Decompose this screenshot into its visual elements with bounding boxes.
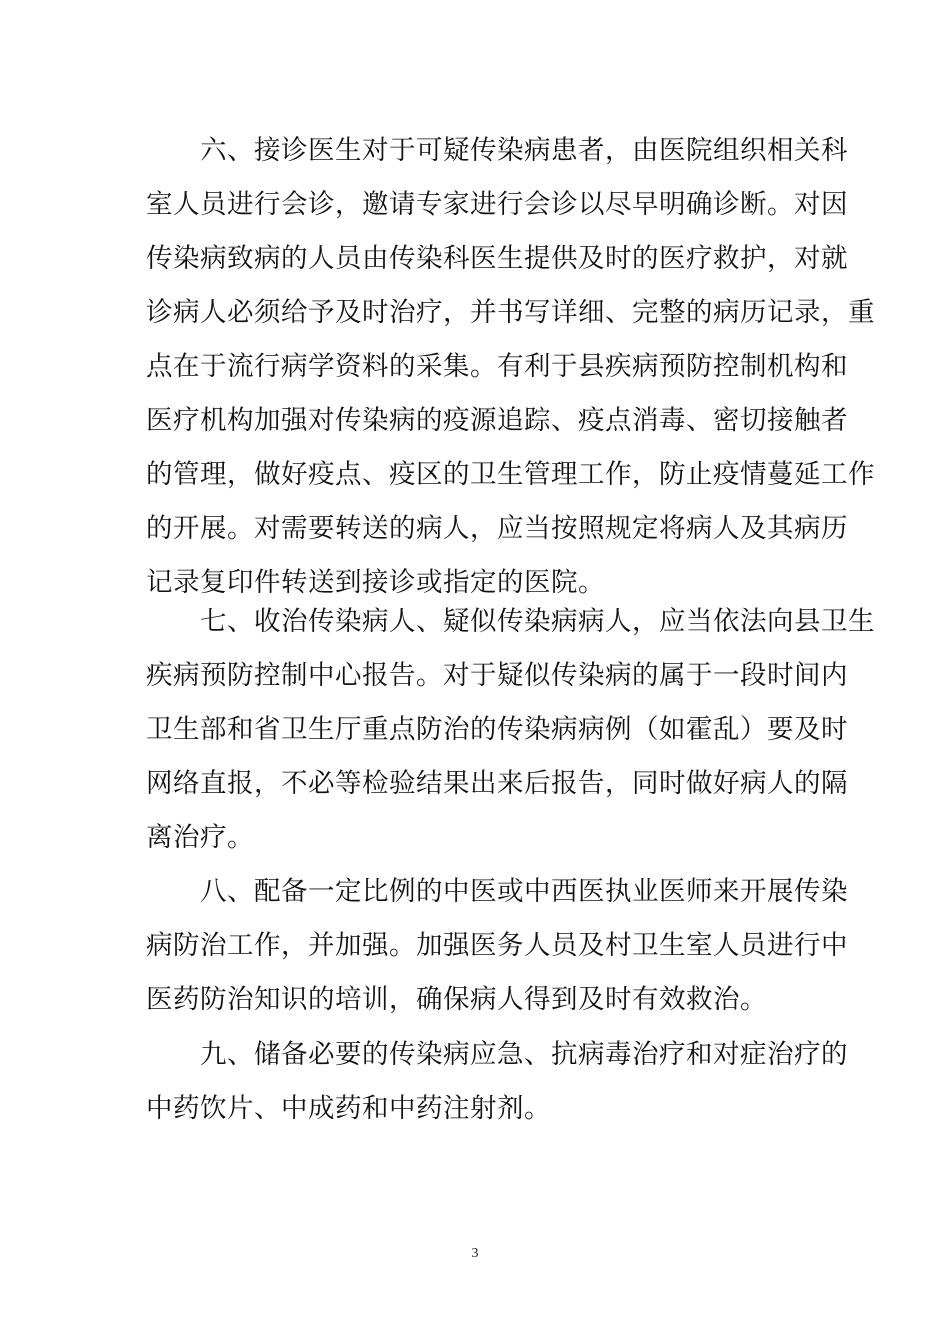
paragraph-line: 室人员进行会诊，邀请专家进行会诊以尽早明确诊断。对因 [146, 189, 848, 220]
paragraph-line: 医药防治知识的培训，确保病人得到及时有效救治。 [146, 984, 767, 1015]
paragraph-line: 病防治工作，并加强。加强医务人员及村卫生室人员进行中 [146, 930, 848, 961]
paragraph-6 [146, 124, 875, 610]
paragraph-line: 八、配备一定比例的中医或中西医执业医师来开展传染 [200, 876, 848, 907]
paragraph-line: 记录复印件转送到接诊或指定的医院。 [146, 567, 605, 598]
paragraph-line: 卫生部和省卫生厅重点防治的传染病病例（如霍乱）要及时 [146, 714, 848, 745]
paragraph-7 [146, 595, 875, 865]
paragraph-line: 中药饮片、中成药和中药注射剂。 [146, 1093, 551, 1124]
paragraph-line: 传染病致病的人员由传染科医生提供及时的医疗救护，对就 [146, 243, 848, 274]
paragraph-line: 诊病人必须给予及时治疗，并书写详细、完整的病历记录，重 [146, 297, 875, 328]
paragraph-line: 网络直报，不必等检验结果出来后报告，同时做好病人的隔 [146, 768, 848, 799]
paragraph-line: 医疗机构加强对传染病的疫源追踪、疫点消毒、密切接触者 [146, 405, 848, 436]
paragraph-line: 七、收治传染病人、疑似传染病病人，应当依法向县卫生 [200, 606, 875, 637]
paragraph-8 [146, 865, 848, 1027]
paragraph-line: 点在于流行病学资料的采集。有利于县疾病预防控制机构和 [146, 351, 848, 382]
paragraph-line: 六、接诊医生对于可疑传染病患者，由医院组织相关科 [200, 135, 848, 166]
paragraph-line: 的管理，做好疫点、疫区的卫生管理工作，防止疫情蔓延工作 [146, 459, 875, 490]
page-number: 3 [471, 1246, 479, 1261]
paragraph-9 [146, 1028, 848, 1136]
paragraph-line: 九、储备必要的传染病应急、抗病毒治疗和对症治疗的 [200, 1039, 848, 1070]
paragraph-line: 离治疗。 [146, 822, 254, 853]
paragraph-line: 疾病预防控制中心报告。对于疑似传染病的属于一段时间内 [146, 660, 848, 691]
paragraph-line: 的开展。对需要转送的病人，应当按照规定将病人及其病历 [146, 513, 848, 544]
